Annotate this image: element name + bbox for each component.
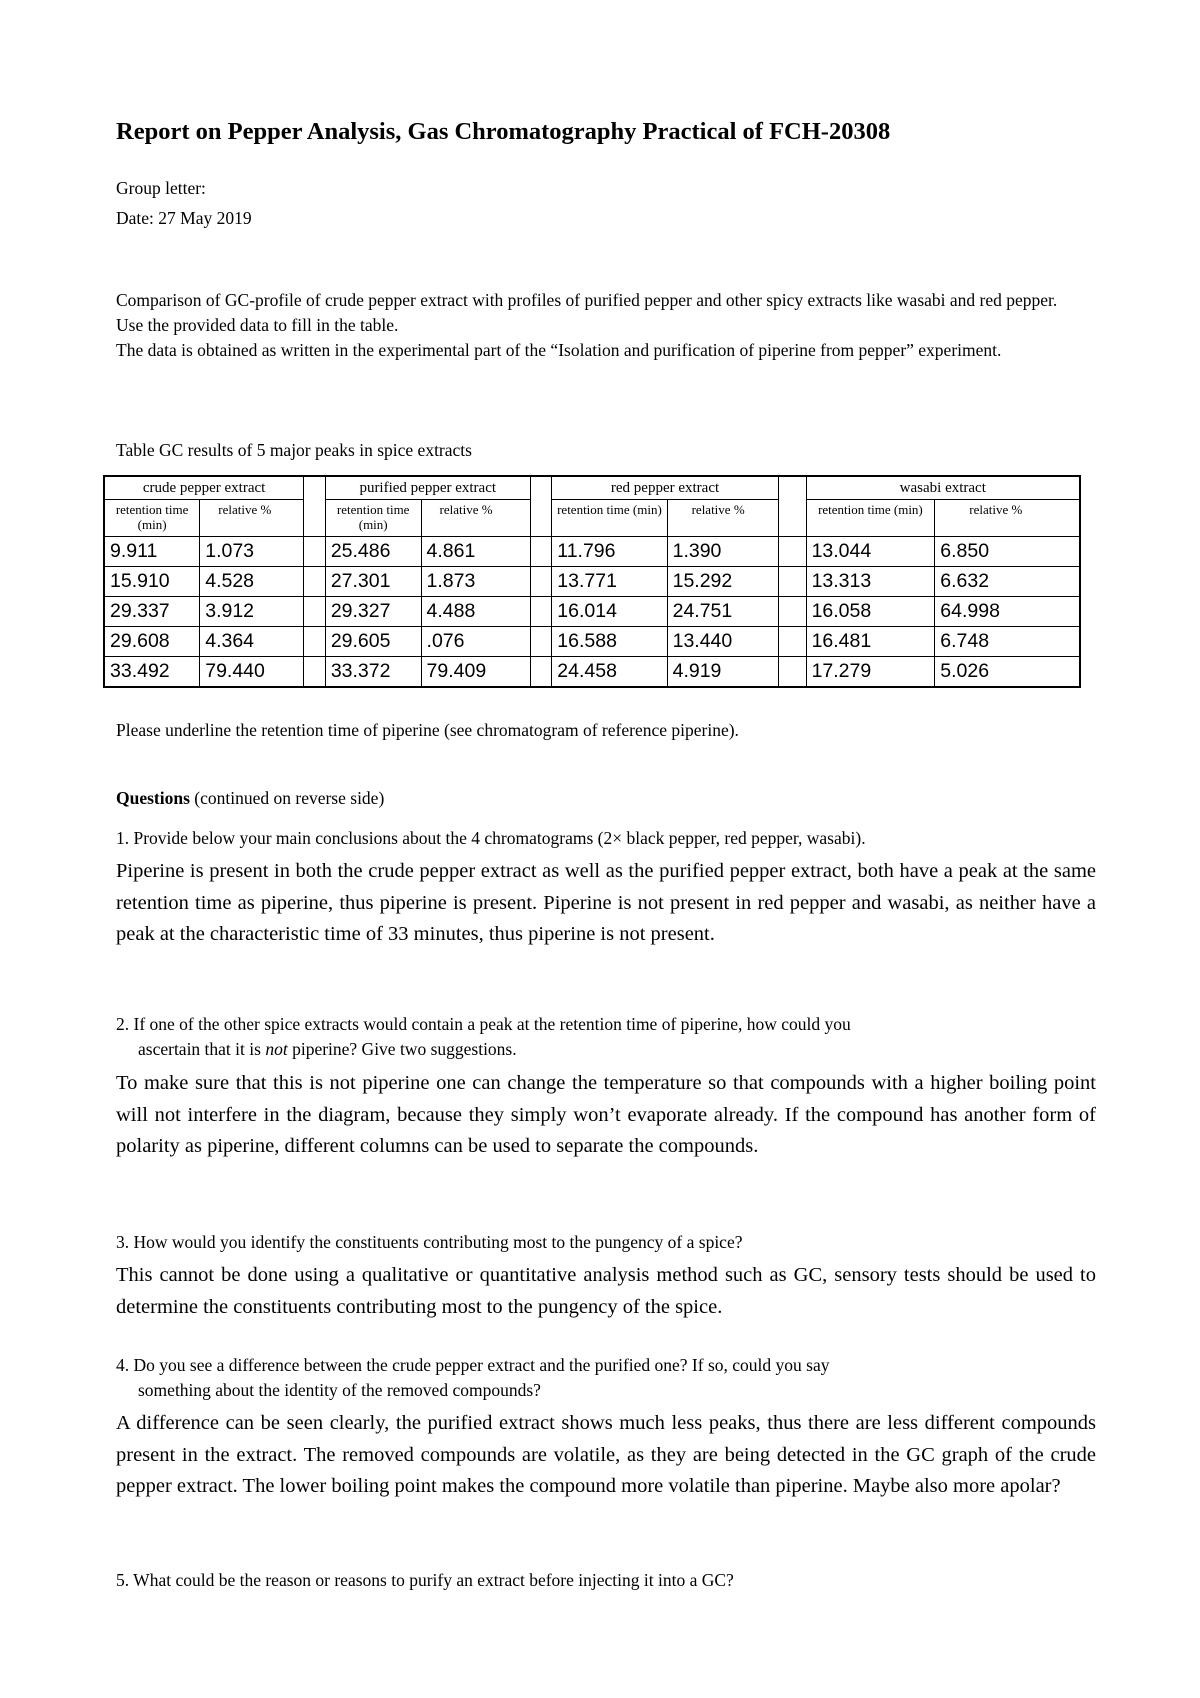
column-gap <box>530 627 552 657</box>
question-2-emphasis: not <box>265 1039 288 1059</box>
table-cell: 33.492 <box>104 657 200 688</box>
subheader-red-rel: relative % <box>667 500 778 537</box>
column-gap <box>778 627 806 657</box>
report-date: Date: 27 May 2019 <box>116 208 252 228</box>
table-row <box>104 567 1080 597</box>
table-cell: 3.912 <box>200 597 304 627</box>
question-4-line-2: something about the identity of the removed compounds? <box>138 1380 541 1400</box>
table-cell: 15.910 <box>104 567 200 597</box>
table-row <box>104 537 1080 567</box>
table-row <box>104 597 1080 627</box>
column-gap <box>304 627 326 657</box>
table-cell: 64.998 <box>935 597 1080 627</box>
table-cell: 29.608 <box>104 627 200 657</box>
question-1: 1. Provide below your main conclusions about the 4 chromatograms (2× black pepper, red pepper, wasabi). <box>116 828 866 848</box>
question-4-line-1: 4. Do you see a difference between the crude pepper extract and the purified one? If so, could you say <box>116 1355 830 1375</box>
answer-1: Piperine is present in both the crude pepper extract as well as the purified pepper extract, both have a peak at the same retention time as piperine, thus piperine is present. Piperine is not present in red pepper and wasabi, as neither have a peak at the characteristic time of 33 minutes, thus piperine is not present. <box>116 860 1096 945</box>
subheader-wasabi-rel: relative % <box>935 500 1080 537</box>
table-row <box>104 657 1080 688</box>
table-cell: 1.073 <box>200 537 304 567</box>
group-header-crude: crude pepper extract <box>104 476 304 500</box>
column-gap <box>778 537 806 567</box>
question-4 <box>116 1353 1076 1403</box>
column-gap <box>304 567 326 597</box>
table-cell: 16.588 <box>552 627 667 657</box>
subheader-purified-rt: retention time (min) <box>325 500 421 537</box>
table-cell: 6.748 <box>935 627 1080 657</box>
subheader-wasabi-rt: retention time (min) <box>806 500 935 537</box>
table-cell: 33.372 <box>325 657 421 688</box>
subheader-crude-rel: relative % <box>200 500 304 537</box>
table-cell: 17.279 <box>806 657 935 688</box>
intro-line-1: Comparison of GC-profile of crude pepper extract with profiles of purified pepper and other spicy extracts like wasabi and red pepper. <box>116 290 1058 310</box>
question-5: 5. What could be the reason or reasons to purify an extract before injecting it into a GC? <box>116 1570 734 1590</box>
column-gap <box>304 597 326 627</box>
table-cell: 24.751 <box>667 597 778 627</box>
subheader-purified-rel: relative % <box>421 500 530 537</box>
intro-line-2: Use the provided data to fill in the table. <box>116 315 399 335</box>
column-gap <box>778 476 806 537</box>
table-cell: 79.409 <box>421 657 530 688</box>
questions-heading <box>116 788 384 809</box>
table-cell: 4.528 <box>200 567 304 597</box>
questions-heading-label: Questions <box>116 788 190 808</box>
column-gap <box>304 476 326 537</box>
question-2 <box>116 1012 1076 1062</box>
table-group-header-row <box>104 476 1080 500</box>
table-cell: 5.026 <box>935 657 1080 688</box>
table-cell: 27.301 <box>325 567 421 597</box>
column-gap <box>530 476 552 537</box>
group-header-red: red pepper extract <box>552 476 778 500</box>
table-cell: 9.911 <box>104 537 200 567</box>
column-gap <box>530 567 552 597</box>
column-gap <box>530 657 552 688</box>
column-gap <box>304 657 326 688</box>
question-2-text-b: piperine? Give two suggestions. <box>287 1039 517 1059</box>
group-header-wasabi: wasabi extract <box>806 476 1080 500</box>
table-cell: 11.796 <box>552 537 667 567</box>
table-cell: 13.313 <box>806 567 935 597</box>
table-cell: 4.861 <box>421 537 530 567</box>
question-2-line-2 <box>116 1037 1076 1062</box>
table-row <box>104 627 1080 657</box>
table-cell: 13.044 <box>806 537 935 567</box>
table-cell: 6.850 <box>935 537 1080 567</box>
table-cell: 16.014 <box>552 597 667 627</box>
table-cell: 1.873 <box>421 567 530 597</box>
table-cell: 6.632 <box>935 567 1080 597</box>
table-cell: 25.486 <box>325 537 421 567</box>
answer-2: To make sure that this is not piperine one can change the temperature so that compounds with a higher boiling point will not interfere in the diagram, because they simply won’t evaporate already. If the compound has another form of polarity as piperine, different columns can be used to separate the compounds. <box>116 1072 1096 1157</box>
question-3: 3. How would you identify the constituents contributing most to the pungency of a spice? <box>116 1232 743 1252</box>
intro-line-3: The data is obtained as written in the experimental part of the “Isolation and purification of piperine from pepper” experiment. <box>116 340 1002 360</box>
group-header-purified: purified pepper extract <box>325 476 530 500</box>
question-2-text-a: ascertain that it is <box>138 1039 266 1059</box>
column-gap <box>304 537 326 567</box>
answer-4: A difference can be seen clearly, the purified extract shows much less peaks, thus there are less different compounds present in the extract. The removed compounds are volatile, as they are being detected in the GC graph of the crude pepper extract. The lower boiling point makes the compound more volatile than piperine. Maybe also more apolar? <box>116 1412 1096 1497</box>
column-gap <box>778 567 806 597</box>
table-cell: 13.771 <box>552 567 667 597</box>
gc-results-table <box>103 475 1081 688</box>
question-2-line-1: 2. If one of the other spice extracts would contain a peak at the retention time of piperine, how could you <box>116 1014 851 1034</box>
table-cell: 24.458 <box>552 657 667 688</box>
group-letter-label: Group letter: <box>116 178 206 198</box>
subheader-crude-rt: retention time (min) <box>104 500 200 537</box>
column-gap <box>778 597 806 627</box>
column-gap <box>530 597 552 627</box>
table-cell: 29.605 <box>325 627 421 657</box>
table-cell: .076 <box>421 627 530 657</box>
column-gap <box>778 657 806 688</box>
subheader-red-rt: retention time (min) <box>552 500 667 537</box>
intro-text <box>116 288 1076 363</box>
table-cell: 4.488 <box>421 597 530 627</box>
underline-instruction: Please underline the retention time of piperine (see chromatogram of reference piperine). <box>116 720 739 740</box>
table-caption: Table GC results of 5 major peaks in spice extracts <box>116 440 472 460</box>
table-cell: 16.481 <box>806 627 935 657</box>
table-cell: 15.292 <box>667 567 778 597</box>
table-cell: 29.327 <box>325 597 421 627</box>
table-cell: 13.440 <box>667 627 778 657</box>
table-cell: 4.364 <box>200 627 304 657</box>
table-cell: 1.390 <box>667 537 778 567</box>
answer-3: This cannot be done using a qualitative or quantitative analysis method such as GC, sensory tests should be used to determine the constituents contributing most to the pungency of the spice. <box>116 1264 1096 1318</box>
column-gap <box>530 537 552 567</box>
table-cell: 79.440 <box>200 657 304 688</box>
table-cell: 4.919 <box>667 657 778 688</box>
table-cell: 16.058 <box>806 597 935 627</box>
table-subheader-row <box>104 500 1080 537</box>
report-title: Report on Pepper Analysis, Gas Chromatography Practical of FCH-20308 <box>116 118 891 145</box>
table-cell: 29.337 <box>104 597 200 627</box>
questions-heading-note: (continued on reverse side) <box>189 788 385 808</box>
